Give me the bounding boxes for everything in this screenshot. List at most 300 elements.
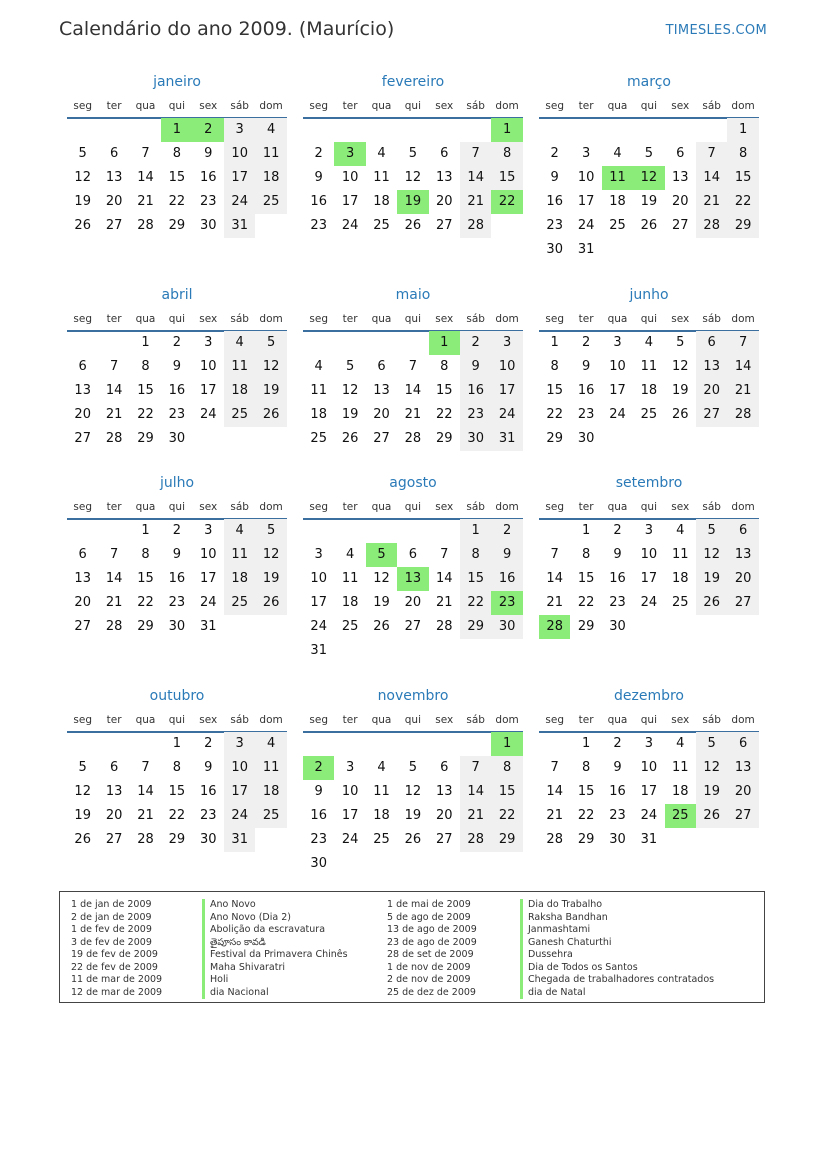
month-rule [539,117,759,119]
calendar-day: 2 [460,331,491,355]
month-outubro [67,687,287,887]
calendar-day: 9 [204,760,213,775]
weekday-label: qui [168,313,185,325]
site-logo[interactable]: TIMESLES.COM [665,23,767,38]
calendar-day: 18 [255,166,286,190]
calendar-day: 20 [105,808,123,823]
calendar-day: 23 [310,218,327,233]
calendar-day: 1 [172,736,182,751]
calendar-day: 29 [491,828,522,852]
calendar-day: 20 [696,379,727,403]
calendar-day: 6 [727,519,758,543]
calendar-day: 3 [644,523,654,538]
calendar-day: 22 [460,591,491,615]
weekday-label: qua [371,313,392,325]
calendar-day: 12 [74,170,91,185]
legend-date: 12 de mar de 2009 [71,986,163,998]
calendar-day: 17 [224,166,255,190]
calendar-day: 4 [644,335,654,350]
calendar-day: 1 [141,523,150,538]
calendar-day: 7 [141,760,150,775]
calendar-day: 15 [491,780,522,804]
calendar-day: 9 [491,543,522,567]
calendar-day: 24 [491,403,522,427]
calendar-day: 14 [727,355,758,379]
month-name: janeiro [153,74,201,90]
calendar-day: 12 [74,784,91,799]
calendar-day: 18 [224,567,255,591]
calendar-day: 25 [373,832,390,847]
calendar-day: 2 [172,523,182,538]
calendar-day: 1 [727,118,758,142]
holiday-day: 13 [397,567,428,591]
calendar-day: 14 [460,166,491,190]
weekday-label: sex [435,313,454,325]
weekday-label: ter [578,313,594,325]
calendar-day: 19 [74,194,91,209]
calendar-day: 21 [696,190,727,214]
month-abril [67,286,287,486]
holiday-day: 2 [303,756,334,780]
calendar-day: 4 [377,760,386,775]
calendar-day: 4 [613,146,622,161]
calendar-day: 30 [609,619,626,634]
calendar-day: 1 [460,519,491,543]
calendar-day: 14 [546,571,563,586]
legend-name: Festival da Primavera Chinês [210,949,348,960]
calendar-day: 7 [109,547,119,562]
calendar-day: 1 [581,523,591,538]
calendar-day: 9 [314,784,323,799]
holiday-day: 28 [539,615,570,639]
holiday-day: 3 [334,142,365,166]
calendar-day: 16 [310,808,327,823]
calendar-day: 24 [609,407,626,422]
holiday-day: 1 [429,331,460,355]
calendar-day: 15 [168,170,186,185]
calendar-day: 5 [78,760,87,775]
weekday-label: ter [106,714,122,726]
calendar-day: 19 [373,595,390,610]
calendar-day: 31 [577,242,595,257]
calendar-day: 21 [137,194,154,209]
weekday-label: seg [309,100,328,112]
calendar-day: 11 [640,359,658,374]
calendar-day: 3 [491,331,522,355]
legend-name: Dia de Todos os Santos [528,961,638,973]
calendar-day: 8 [581,760,591,775]
weekday-label: seg [545,714,564,726]
calendar-day: 25 [255,804,286,828]
calendar-day: 25 [224,403,255,427]
holiday-day: 25 [665,804,696,828]
calendar-day: 24 [224,190,255,214]
calendar-day: 8 [440,359,449,374]
calendar-day: 15 [436,383,453,398]
calendar-day: 7 [696,142,727,166]
weekday-label: ter [106,501,122,513]
calendar-day: 3 [613,335,622,350]
calendar-day: 30 [168,619,186,634]
calendar-day: 12 [404,784,422,799]
calendar-day: 20 [436,808,453,823]
month-name: junho [629,287,669,303]
calendar-day: 9 [550,170,559,185]
weekday-label: sáb [466,100,485,112]
month-julho [67,474,287,674]
calendar-day: 30 [200,218,217,233]
calendar-day: 27 [373,431,390,446]
legend-name: Maha Shivaratri [210,961,286,973]
calendar-day: 17 [310,595,327,610]
calendar-day: 22 [577,595,595,610]
calendar-day: 13 [373,383,390,398]
calendar-day: 6 [78,547,87,562]
calendar-day: 22 [546,407,563,422]
legend-date: 2 de nov de 2009 [387,974,471,985]
calendar-day: 14 [436,571,453,586]
calendar-day: 5 [696,732,727,756]
calendar-day: 29 [727,214,758,238]
calendar-day: 24 [310,619,327,634]
calendar-day: 26 [373,619,390,634]
month-dezembro [539,687,759,887]
calendar-day: 9 [172,547,182,562]
calendar-day: 1 [550,335,559,350]
calendar-day: 19 [404,808,422,823]
weekday-label: qui [640,100,657,112]
legend-name: Ano Novo [210,899,256,910]
legend-name: Chegada de trabalhadores contratados [528,974,715,985]
calendar-day: 26 [255,591,286,615]
legend-date: 1 de nov de 2009 [387,961,471,973]
calendar-day: 13 [436,784,453,799]
legend-date: 2 de jan de 2009 [71,911,152,923]
legend-right-bar [520,899,523,999]
calendar-day: 27 [696,403,727,427]
weekday-label: ter [342,100,358,112]
calendar-day: 11 [255,756,286,780]
legend-date: 11 de mar de 2009 [71,974,163,985]
calendar-day: 28 [727,403,758,427]
calendar-day: 16 [609,784,626,799]
weekday-label: seg [73,100,92,112]
calendar-day: 16 [168,383,186,398]
calendar-day: 18 [672,784,689,799]
calendar-day: 11 [373,784,390,799]
calendar-day: 24 [341,218,359,233]
weekday-label: qua [607,501,628,513]
calendar-day: 29 [577,832,595,847]
calendar-day: 9 [172,359,182,374]
calendar-day: 12 [404,170,422,185]
calendar-day: 17 [200,383,217,398]
legend-date: 1 de fev de 2009 [71,924,152,935]
calendar-day: 26 [404,832,422,847]
weekday-label: qui [168,501,185,513]
calendar-day: 14 [137,170,154,185]
weekday-label: sáb [702,714,721,726]
calendar-day: 23 [168,595,186,610]
weekday-label: seg [545,313,564,325]
weekday-label: seg [73,714,92,726]
calendar-day: 16 [609,571,626,586]
calendar-day: 27 [672,218,689,233]
weekday-label: sáb [230,501,249,513]
weekday-label: sex [199,714,218,726]
calendar-day: 29 [460,615,491,639]
calendar-day: 3 [314,547,323,562]
calendar-day: 4 [676,736,685,751]
calendar-day: 24 [640,808,658,823]
legend-name: Ganesh Chaturthi [528,936,612,948]
calendar-day: 9 [581,359,591,374]
calendar-day: 4 [676,523,685,538]
calendar-day: 12 [696,543,727,567]
calendar-day: 9 [460,355,491,379]
calendar-day: 18 [640,383,658,398]
calendar-day: 29 [436,431,453,446]
calendar-day: 24 [640,595,658,610]
calendar-day: 13 [74,571,91,586]
calendar-day: 27 [74,619,91,634]
calendar-day: 8 [460,543,491,567]
calendar-day: 30 [546,242,563,257]
calendar-day: 20 [74,407,91,422]
calendar-day: 7 [550,547,559,562]
calendar-day: 7 [727,331,758,355]
calendar-day: 17 [341,194,359,209]
calendar-day: 10 [577,170,595,185]
calendar-day: 2 [613,523,622,538]
month-fevereiro [303,73,523,273]
legend-right-names [528,899,714,999]
calendar-day: 3 [644,736,654,751]
weekday-label: sex [671,100,690,112]
calendar-day: 27 [436,218,453,233]
calendar-day: 26 [341,431,359,446]
weekday-label: ter [342,714,358,726]
calendar-day: 10 [640,760,658,775]
month-name: dezembro [614,688,684,704]
calendar-day: 19 [640,194,658,209]
page-title: Calendário do ano 2009. (Maurício) [59,18,395,40]
calendar-day: 26 [640,218,658,233]
weekday-label: dom [495,100,519,112]
weekday-label: seg [545,100,564,112]
calendar-day: 17 [609,383,626,398]
calendar-day: 19 [696,780,727,804]
calendar-day: 3 [204,523,213,538]
holiday-day: 1 [491,118,522,142]
calendar-day: 31 [224,828,255,852]
calendar-day: 16 [577,383,595,398]
calendar-day: 26 [74,218,91,233]
legend-name: Abolição da escravatura [210,924,326,935]
weekday-label: sáb [702,100,721,112]
calendar-day: 21 [727,379,758,403]
calendar-day: 2 [550,146,559,161]
month-name: fevereiro [381,74,445,90]
month-rule [303,117,523,119]
holiday-day: 11 [602,166,633,190]
calendar-day: 13 [727,543,758,567]
calendar-day: 6 [408,547,418,562]
calendar-day: 11 [310,383,327,398]
calendar-day: 16 [546,194,563,209]
calendar-day: 22 [137,595,154,610]
weekday-label: qui [404,501,421,513]
weekday-label: dom [731,501,755,513]
calendar-day: 18 [373,194,390,209]
calendar-day: 18 [255,780,286,804]
calendar-day: 17 [491,379,522,403]
calendar-day: 11 [672,760,689,775]
calendar-day: 3 [224,118,255,142]
calendar-day: 19 [672,383,689,398]
calendar-day: 13 [696,355,727,379]
calendar-day: 20 [404,595,422,610]
legend-date: 28 de set de 2009 [387,949,474,960]
month-name: outubro [149,688,205,704]
calendar-day: 14 [105,571,123,586]
calendar-day: 2 [491,519,522,543]
calendar-day: 18 [609,194,626,209]
legend-name: Raksha Bandhan [528,911,608,923]
calendar-day: 30 [168,431,186,446]
weekday-label: sáb [230,313,249,325]
calendar-day: 12 [255,543,286,567]
calendar-day: 5 [408,760,418,775]
weekday-label: ter [578,714,594,726]
calendar-day: 13 [74,383,91,398]
calendar-day: 5 [345,359,355,374]
holiday-day: 19 [397,190,428,214]
holiday-day: 12 [633,166,664,190]
calendar-day: 8 [491,142,522,166]
calendar-day: 5 [255,519,286,543]
calendar-day: 27 [105,218,123,233]
calendar-day: 4 [255,732,286,756]
legend-date: 13 de ago de 2009 [387,924,477,935]
calendar-day: 2 [581,335,591,350]
calendar-day: 6 [78,359,87,374]
calendar-day: 4 [314,359,323,374]
calendar-day: 20 [373,407,390,422]
holiday-legend [59,891,765,1003]
weekday-label: sex [671,501,690,513]
calendar-day: 23 [546,218,563,233]
calendar-day: 23 [609,595,626,610]
weekday-label: seg [73,501,92,513]
weekday-label: qua [371,501,392,513]
calendar-day: 8 [172,760,182,775]
calendar-day: 11 [373,170,390,185]
calendar-day: 17 [640,784,658,799]
weekday-label: sáb [466,501,485,513]
month-name: julho [159,475,195,491]
calendar-day: 10 [200,359,217,374]
calendar-day: 18 [224,379,255,403]
calendar-day: 27 [74,431,91,446]
calendar-day: 6 [696,331,727,355]
weekday-label: ter [106,313,122,325]
legend-name: dia de Natal [528,986,586,998]
calendar-day: 10 [224,142,255,166]
calendar-day: 4 [255,118,286,142]
calendar-day: 22 [727,190,758,214]
calendar-day: 18 [341,595,359,610]
weekday-label: ter [578,501,594,513]
legend-right-dates [387,899,477,999]
calendar-day: 31 [491,427,522,451]
weekday-label: qua [607,100,628,112]
calendar-day: 11 [341,571,359,586]
weekday-label: dom [495,313,519,325]
weekday-label: qui [640,714,657,726]
weekday-label: qua [135,100,156,112]
calendar-day: 10 [224,756,255,780]
calendar-day: 30 [460,427,491,451]
calendar-day: 21 [460,190,491,214]
weekday-label: seg [309,501,328,513]
calendar-day: 12 [696,756,727,780]
weekday-label: ter [342,313,358,325]
calendar-day: 17 [200,571,217,586]
calendar-day: 15 [168,784,186,799]
calendar-day: 6 [440,146,449,161]
calendar-day: 8 [172,146,182,161]
calendar-day: 11 [224,543,255,567]
calendar-day: 24 [341,832,359,847]
calendar-day: 20 [436,194,453,209]
calendar-day: 30 [491,615,522,639]
calendar-day: 18 [310,407,327,422]
calendar-day: 25 [310,431,327,446]
weekday-label: seg [309,714,328,726]
calendar-day: 17 [224,780,255,804]
legend-date: 1 de mai de 2009 [387,899,471,910]
calendar-day: 18 [672,571,689,586]
calendar-day: 11 [255,142,286,166]
month-name: março [627,74,671,90]
weekday-label: qua [135,501,156,513]
calendar-day: 23 [577,407,595,422]
calendar-day: 8 [141,547,150,562]
calendar-day: 6 [440,760,449,775]
calendar-day: 28 [696,214,727,238]
calendar-day: 21 [546,595,563,610]
calendar-day: 22 [168,808,186,823]
calendar-day: 29 [137,619,154,634]
calendar-day: 7 [550,760,559,775]
calendar-day: 5 [78,146,87,161]
weekday-label: dom [495,501,519,513]
calendar-day: 16 [200,170,217,185]
calendar-day: 9 [613,760,622,775]
calendar-day: 16 [460,379,491,403]
calendar-day: 3 [224,732,255,756]
weekday-label: sex [199,313,218,325]
legend-date: 22 de fev de 2009 [71,961,158,973]
calendar-day: 26 [696,804,727,828]
calendar-day: 29 [137,431,154,446]
weekday-label: qua [371,100,392,112]
calendar-day: 6 [676,146,685,161]
calendar-day: 5 [676,335,685,350]
calendar-day: 6 [109,146,119,161]
calendar-day: 30 [577,431,595,446]
